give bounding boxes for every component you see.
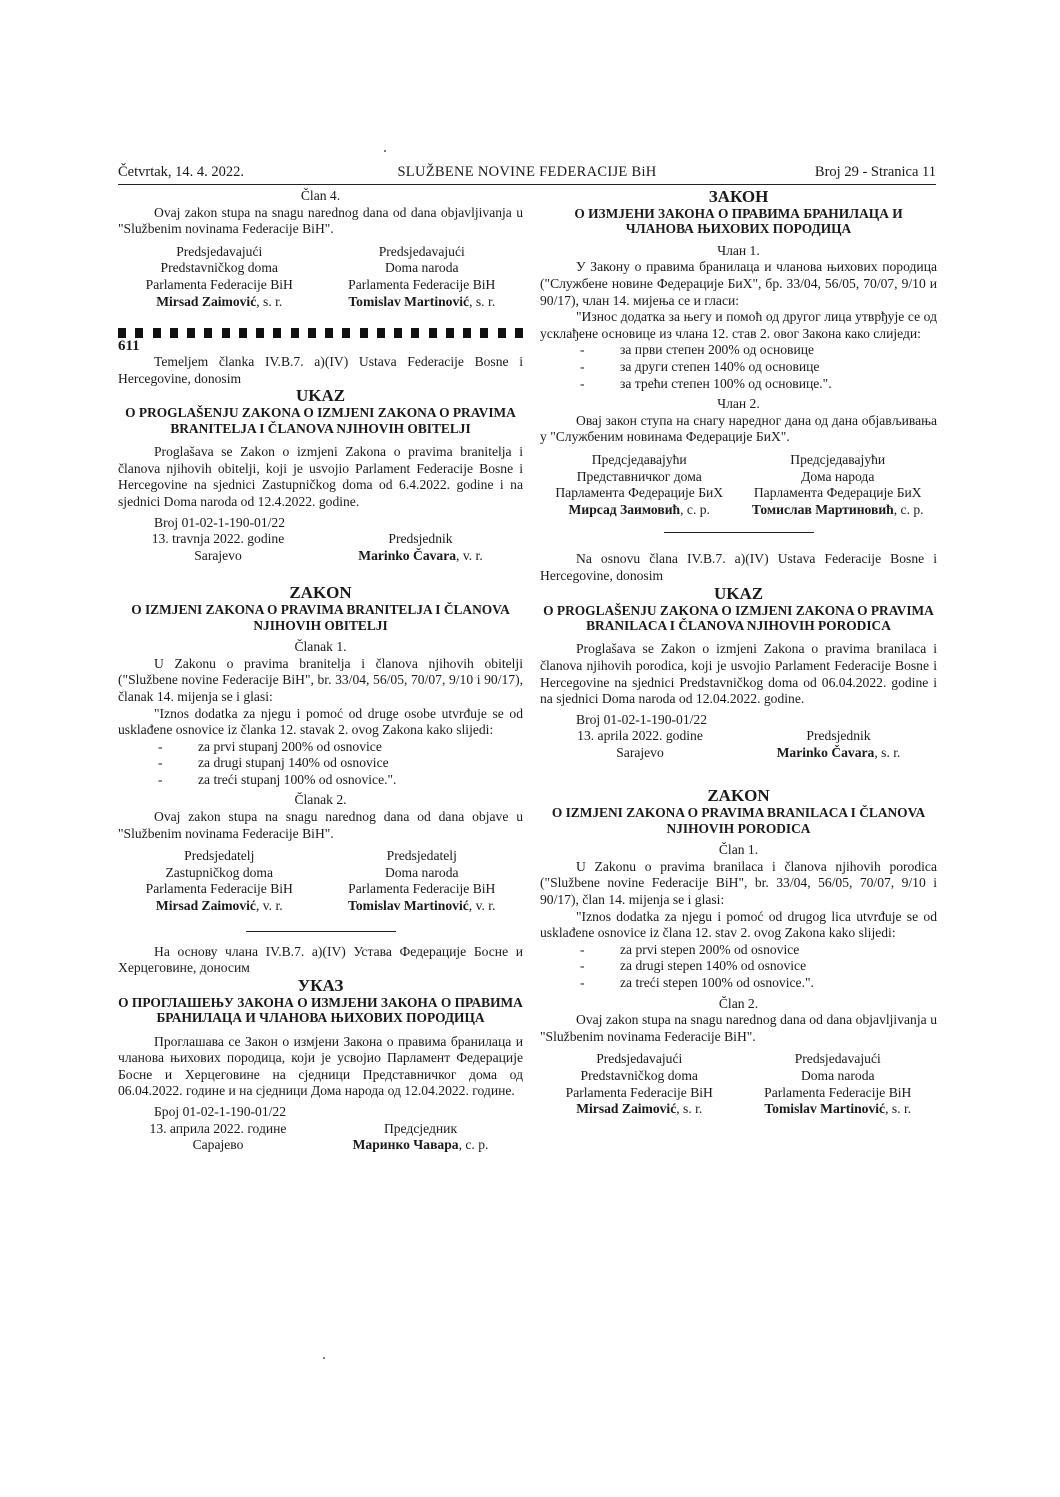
preamble: Na osnovu člana IV.B.7. a)(IV) Ustava Federacije Bosne i Hercegovine, donosim bbox=[540, 551, 937, 583]
signatory-title: Predsjedavajući bbox=[596, 1051, 683, 1067]
paragraph: Proglašava se Zakon o izmjeni Zakona o pravima branilaca i članova njihovih porodica, koji je usvojio Parlament Federacije Bosne i Hercegovine na sjednici Predstavničkog doma od 06.04.2022. godine i na sjednici Doma naroda od 12.04.2022. godine. bbox=[540, 641, 937, 707]
rate-list bbox=[540, 942, 937, 992]
article-heading: Član 2. bbox=[718, 995, 759, 1011]
list-item: - за први степен 200% од основице bbox=[540, 342, 937, 359]
article-heading: Član 1. bbox=[718, 842, 759, 858]
signature-block bbox=[540, 452, 937, 518]
signature-block bbox=[540, 1051, 937, 1117]
president-name: Marinko Čavara bbox=[358, 547, 457, 563]
decree-date: 13. travnja 2022. godine bbox=[151, 531, 285, 547]
signatory-title: Predsjedatelj bbox=[184, 848, 255, 864]
paragraph: "Iznos dodatka za njegu i pomoć od druge osobe utvrđuje se od usklađene osnovice iz članka 12. stavak 2. ovog Zakona kako slijedi: bbox=[118, 705, 523, 738]
signatory-name: Tomislav Martinović bbox=[348, 898, 469, 914]
paragraph: Проглашава се Закон о измјени Закона о правима бранилаца и чланова њихових породица, који је усвојио Парламент Федерације Босне и Херцеговине на сједници Представничког дома од 06.04.2022. године и на сједници Дома народа од 12.04.2022. године. bbox=[118, 1033, 523, 1099]
article-heading: Član 4. bbox=[300, 188, 341, 203]
scan-speck bbox=[323, 1357, 325, 1359]
president-title: Predsjednik bbox=[388, 531, 453, 547]
place-president-row bbox=[540, 745, 937, 762]
signatory-name: Mirsad Zaimović bbox=[156, 293, 257, 309]
list-item: - za prvi stepen 200% od osnovice bbox=[540, 942, 937, 959]
header-issue-page: Broj 29 - Stranica 11 bbox=[814, 164, 936, 180]
president-name-line bbox=[318, 1137, 523, 1154]
signatory-parliament: Парламента Федерације БиХ bbox=[753, 485, 922, 501]
list-item: - za treći stepen 100% od osnovice.". bbox=[540, 975, 937, 992]
paragraph: У Закону о правима бранилаца и чланова њихових породица ("Службене новине Федерације БиХ", бр. 33/04, 56/05, 70/07, 9/10 и 90/17), члан 14. мијења се и гласи: bbox=[540, 259, 937, 308]
preamble: На основу члана IV.B.7. a)(IV) Устава Федерације Босне и Херцеговине, доносим bbox=[118, 943, 523, 976]
signatory-name: Мирсад Заимовић bbox=[568, 501, 681, 517]
signatory-parliament: Parlamenta Federacije BiH bbox=[145, 276, 293, 292]
signatory-body: Predstavničkog doma bbox=[160, 260, 278, 276]
decree-place: Sarajevo bbox=[194, 547, 242, 563]
signatory-suffix: , с. р. bbox=[893, 501, 924, 517]
rate-list bbox=[118, 739, 523, 789]
decree-place: Sarajevo bbox=[616, 744, 664, 760]
signatory-name: Mirsad Zaimović bbox=[155, 898, 256, 914]
signatory-name: Томислав Мартиновић bbox=[751, 501, 894, 517]
header-date: Četvrtak, 14. 4. 2022. bbox=[118, 164, 245, 180]
president-name: Marinko Čavara bbox=[776, 744, 875, 760]
signatory-body: Doma naroda bbox=[384, 260, 459, 276]
signatory-right bbox=[739, 452, 938, 518]
signatory-suffix: , s. r. bbox=[885, 1101, 912, 1117]
paragraph: Ovaj zakon stupa na snagu narednog dana od dana objavljivanja u "Službenim novinama Federacije BiH". bbox=[540, 1012, 937, 1044]
decree-date: 13. aprila 2022. godine bbox=[577, 728, 703, 744]
signatory-parliament: Parlamenta Federacije BiH bbox=[565, 1084, 713, 1100]
article-heading: Članak 1. bbox=[294, 639, 347, 655]
act-separator-squares bbox=[118, 328, 523, 338]
signatory-body: Дома народа bbox=[801, 468, 875, 484]
law-subtitle: O IZMJENI ZAKONA O PRAVIMA BRANILACA I ČLANOVA NJIHOVIH PORODICA bbox=[551, 805, 926, 836]
paragraph: "Iznos dodatka za njegu i pomoć od drugog lica utvrđuje se od usklađene osnovice iz člana 12. stav 2. ovog Zakona kako slijedi: bbox=[540, 908, 937, 941]
scan-speck bbox=[384, 150, 386, 152]
decree-title: УКАЗ bbox=[297, 975, 344, 995]
signatory-suffix: , v. r. bbox=[468, 898, 496, 914]
signatory-suffix: , s. r. bbox=[469, 293, 496, 309]
place-president-row bbox=[118, 548, 523, 565]
signatory-body: Doma naroda bbox=[384, 864, 459, 880]
page-header bbox=[118, 162, 936, 185]
article-heading: Članak 2. bbox=[294, 792, 347, 808]
decree-subtitle: О ПРОГЛАШЕЊУ ЗАКОНА О ИЗМЈЕНИ ЗАКОНА О ПРАВИМА БРАНИЛАЦА И ЧЛАНОВА ЊИХОВИХ ПОРОДИЦА bbox=[118, 994, 523, 1026]
preamble: Temeljem članka IV.B.7. a)(IV) Ustava Federacije Bosne i Hercegovine, donosim bbox=[118, 354, 523, 386]
signatory-parliament: Parlamenta Federacije BiH bbox=[145, 881, 293, 897]
signatory-parliament: Parlamenta Federacije BiH bbox=[764, 1084, 912, 1100]
signatory-suffix: , s. r. bbox=[676, 1101, 703, 1117]
decree-date: 13. априла 2022. године bbox=[149, 1120, 287, 1136]
signatory-name-line bbox=[540, 1101, 739, 1118]
right-column bbox=[540, 188, 937, 1118]
signature-block bbox=[118, 244, 523, 310]
decree-place: Сарајево bbox=[192, 1137, 244, 1153]
article-heading: Члан 1. bbox=[717, 242, 760, 258]
signatory-name: Mirsad Zaimović bbox=[576, 1101, 677, 1117]
signatory-name-line bbox=[321, 294, 524, 311]
signature-block bbox=[118, 848, 523, 914]
signatory-left bbox=[540, 452, 739, 518]
law-subtitle: О ИЗМЈЕНИ ЗАКОНА О ПРАВИМА БРАНИЛАЦА И ЧЛАНОВА ЊИХОВИХ ПОРОДИЦА bbox=[574, 206, 903, 237]
signatory-right bbox=[321, 848, 524, 914]
signatory-left bbox=[118, 848, 321, 914]
list-item: - za drugi stupanj 140% od osnovice bbox=[118, 755, 523, 772]
president-suffix: , s. r. bbox=[874, 744, 901, 760]
signatory-right bbox=[739, 1051, 938, 1117]
president-suffix: , v. r. bbox=[456, 547, 483, 563]
president-name-line bbox=[318, 548, 523, 565]
paragraph: Ovaj zakon stupa na snagu narednog dana od dana objavljivanja u "Službenim novinama Federacije BiH". bbox=[118, 204, 523, 237]
signatory-left bbox=[118, 244, 321, 310]
signatory-name: Tomislav Martinović bbox=[764, 1101, 886, 1117]
header-publication-title: SLUŽBENE NOVINE FEDERACIJE BiH bbox=[397, 164, 657, 180]
list-item: - за други степен 140% од основице bbox=[540, 359, 937, 376]
signatory-title: Predsjedatelj bbox=[386, 848, 457, 864]
law-title: ЗАКОН bbox=[708, 187, 769, 206]
signatory-title: Предсједавајући bbox=[591, 451, 687, 467]
signatory-suffix: , с. р. bbox=[680, 501, 710, 517]
signatory-name-line bbox=[321, 898, 524, 915]
signatory-name-line bbox=[118, 898, 321, 915]
signatory-body: Представничког дома bbox=[576, 468, 702, 484]
signatory-right bbox=[321, 244, 524, 310]
place-president-row bbox=[118, 1137, 523, 1154]
paragraph: U Zakonu o pravima branitelja i članova njihovih obitelji ("Službene novine Federacije BiH", br. 33/04, 56/05, 70/07, 9/10 i 90/17), članak 14. mijenja se i glasi: bbox=[118, 655, 523, 704]
law-title: ZAKON bbox=[289, 583, 352, 603]
section-divider bbox=[246, 931, 396, 932]
reference-number: Broj 01-02-1-190-01/22 bbox=[576, 711, 708, 727]
paragraph: Proglašava se Zakon o izmjeni Zakona o pravima branitelja i članova njihovih obitelji, koji je usvojio Parlament Federacije Bosne i Hercegovine na sjednici Zastupničkog doma od 6.4.2022. godine i na sjednici Doma naroda od 12.4.2022. godine. bbox=[118, 444, 523, 509]
decree-title: UKAZ bbox=[295, 386, 346, 406]
left-column bbox=[118, 188, 523, 1154]
president-title: Предсједник bbox=[383, 1120, 458, 1136]
paragraph: Ovaj zakon stupa na snagu narednog dana od dana objave u "Službenim novinama Federacije BiH". bbox=[118, 809, 523, 841]
date-president-row bbox=[118, 531, 523, 548]
signatory-title: Predsjedavajući bbox=[378, 243, 465, 259]
signatory-left bbox=[540, 1051, 739, 1117]
paragraph: Овај закон ступа на снагу наредног дана од дана објављивања у "Службеним новинама Федерације БиХ". bbox=[540, 412, 937, 445]
section-divider bbox=[664, 532, 814, 533]
signatory-name-line bbox=[118, 294, 321, 311]
president-name: Маринко Чавара bbox=[352, 1137, 459, 1153]
law-title: ZAKON bbox=[707, 786, 770, 806]
decree-subtitle: O PROGLAŠENJU ZAKONA O IZMJENI ZAKONA O PRAVIMA BRANITELJA I ČLANOVA NJIHOVIH OBITELJI bbox=[125, 405, 516, 436]
date-president-row bbox=[118, 1121, 523, 1138]
list-item: - za drugi stepen 140% od osnovice bbox=[540, 958, 937, 975]
signatory-title: Предсједавајући bbox=[790, 451, 886, 467]
article-heading: Члан 2. bbox=[717, 396, 760, 412]
president-title: Predsjednik bbox=[806, 728, 871, 744]
signatory-suffix: , s. r. bbox=[256, 293, 283, 309]
act-number: 611 bbox=[118, 338, 140, 355]
reference-number: Број 01-02-1-190-01/22 bbox=[154, 1104, 287, 1119]
paragraph: "Износ додатка за његу и помоћ од другог лица утврђује се од усклађене основице из члана 12. став 2. овог Закона како слиједи: bbox=[540, 309, 937, 341]
signatory-name-line bbox=[739, 502, 938, 519]
signatory-parliament: Parlamenta Federacije BiH bbox=[348, 276, 496, 292]
law-subtitle: O IZMJENI ZAKONA O PRAVIMA BRANITELJA I ČLANOVA NJIHOVIH OBITELJI bbox=[131, 602, 510, 633]
signatory-suffix: , v. r. bbox=[255, 898, 283, 914]
signatory-body: Predstavničkog doma bbox=[580, 1068, 698, 1083]
signatory-parliament: Парламента Федерације БиХ bbox=[555, 485, 724, 501]
signatory-name-line bbox=[540, 502, 739, 519]
signatory-parliament: Parlamenta Federacije BiH bbox=[348, 881, 496, 897]
signatory-title: Predsjedavajući bbox=[176, 243, 263, 259]
signatory-name-line bbox=[739, 1101, 938, 1118]
signatory-title: Predsjedavajući bbox=[794, 1051, 881, 1067]
paragraph: U Zakonu o pravima branilaca i članova njihovih porodica ("Službene novine Federacije BiH", br. 33/04, 56/05, 70/07, 9/10 i 90/17), član 14. mijenja se i glasi: bbox=[540, 858, 937, 908]
list-item: - za treći stupanj 100% od osnovice.". bbox=[118, 772, 523, 789]
president-name-line bbox=[740, 745, 937, 762]
signatory-body: Doma naroda bbox=[800, 1068, 875, 1083]
signatory-name: Tomislav Martinović bbox=[348, 293, 470, 309]
president-suffix: , с. р. bbox=[458, 1137, 489, 1153]
decree-title: UKAZ bbox=[713, 583, 764, 603]
list-item: - за трећи степен 100% од основице.". bbox=[540, 376, 937, 393]
reference-number: Broj 01-02-1-190-01/22 bbox=[154, 514, 286, 530]
date-president-row bbox=[540, 728, 937, 745]
list-item: - za prvi stupanj 200% od osnovice bbox=[118, 739, 523, 756]
rate-list bbox=[540, 342, 937, 392]
signatory-body: Zastupničkog doma bbox=[165, 864, 274, 880]
decree-subtitle: O PROGLAŠENJU ZAKONA O IZMJENI ZAKONA O PRAVIMA BRANILACA I ČLANOVA NJIHOVIH PORODICA bbox=[543, 602, 934, 633]
